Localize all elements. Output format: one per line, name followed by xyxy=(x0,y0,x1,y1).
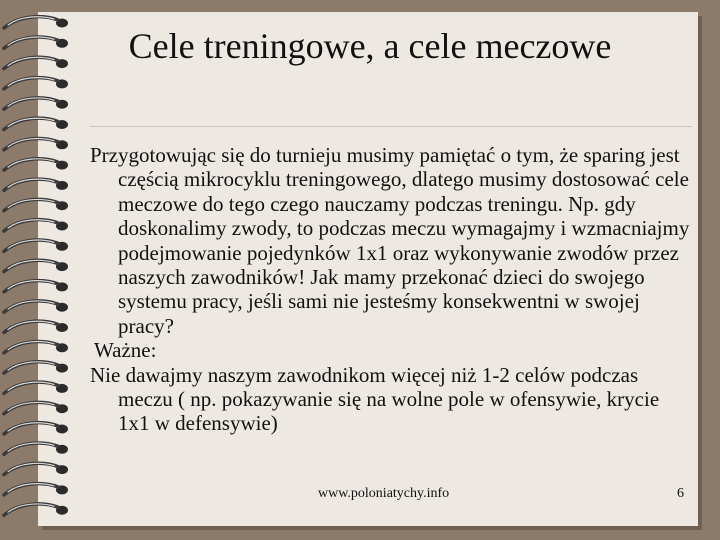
page-number: 6 xyxy=(677,486,684,501)
binding-ring xyxy=(4,57,68,68)
binding-ring xyxy=(4,301,68,312)
binding-ring xyxy=(4,402,68,413)
binding-ring xyxy=(4,78,68,89)
body-paragraph-goals: Nie dawajmy naszym zawodnikom więcej niż 1-2 celów podczas meczu ( np. pokazywanie się na wolne pole w ofensywie, krycie 1x1 w defensywie) xyxy=(90,362,660,436)
binding-ring xyxy=(4,118,68,129)
binding-ring xyxy=(4,504,68,515)
binding-ring xyxy=(4,382,68,393)
binding-ring xyxy=(4,159,68,170)
binding-ring xyxy=(4,362,68,373)
binding-ring xyxy=(4,37,68,48)
binding-ring xyxy=(4,220,68,231)
binding-ring xyxy=(4,260,68,271)
binding-ring xyxy=(4,423,68,434)
binding-ring xyxy=(4,484,68,495)
binding-ring xyxy=(4,139,68,150)
body-paragraph-intro: Przygotowując się do turnieju musimy pamiętać o tym, że sparing jest częścią mikrocyklu treningowego, dlatego musimy dostosować cele meczowe do tego czego nauczamy podczas treningu. Np. gdy doskonalimy zwody, to podczas meczu wymagajmy i wzmacniajmy podejmowanie pojedynków 1x1 oraz wykonywanie zwodów przez naszych zawodników! Jak mamy przekonać dzieci do swojego systemu pracy, jeśli sami nie jesteśmy konsekwentni w swojej pracy? xyxy=(90,143,690,338)
spiral-binding xyxy=(0,0,80,540)
slide-title: Cele treningowe, a cele meczowe xyxy=(128,26,612,66)
binding-ring xyxy=(4,98,68,109)
slide-body xyxy=(90,143,690,436)
binding-ring xyxy=(4,463,68,474)
binding-ring xyxy=(4,17,68,28)
binding-ring xyxy=(4,179,68,190)
binding-ring xyxy=(4,443,68,454)
body-paragraph-important-label: Ważne: xyxy=(94,338,157,363)
binding-ring xyxy=(4,281,68,292)
binding-ring xyxy=(4,342,68,353)
binding-ring xyxy=(4,199,68,210)
binding-ring xyxy=(4,321,68,332)
title-divider xyxy=(90,126,692,127)
footer-url: www.poloniatychy.info xyxy=(318,486,450,501)
binding-ring xyxy=(4,240,68,251)
